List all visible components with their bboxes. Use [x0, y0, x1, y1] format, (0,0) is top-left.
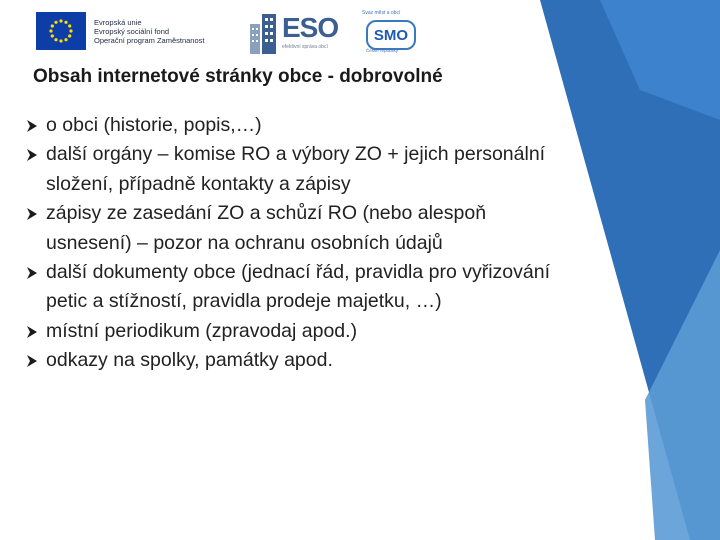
eso-logo: [248, 8, 368, 56]
eso-building-icon: [248, 10, 280, 56]
eu-logo-line: Operační program Zaměstnanost: [94, 35, 205, 45]
smo-logo: [362, 10, 422, 56]
bullet-item: [26, 258, 566, 317]
bullet-item: [26, 111, 566, 140]
eu-logo-line: Evropský sociální fond: [94, 26, 170, 36]
eu-logo-text: [94, 18, 234, 45]
eso-logo-label: ESO: [282, 12, 339, 43]
bullet-text: další dokumenty obce (jednací řád, pravidla pro vyřizování petic a stížností, pravidla prodeje majetku, …): [46, 261, 551, 313]
eu-logo: [36, 12, 234, 50]
eu-stars: [36, 12, 86, 50]
smo-logo-badge: SMO: [366, 20, 416, 50]
smo-logo-subtitle: České republiky: [366, 48, 399, 53]
bullet-item: [26, 317, 566, 346]
bullet-text: odkazy na spolky, památky apod.: [46, 349, 333, 372]
eu-flag-icon: [36, 12, 86, 50]
arrow-bullet-icon: [26, 266, 38, 280]
arrow-bullet-icon: [26, 207, 38, 221]
eso-logo-subtitle: efektivní správa obcí: [282, 44, 328, 50]
arrow-bullet-icon: [26, 119, 38, 133]
arrow-bullet-icon: [26, 354, 38, 368]
arrow-bullet-icon: [26, 325, 38, 339]
bullet-text: další orgány – komise RO a výbory ZO + jejich personální složení, případně kontakty a zápisy: [46, 143, 546, 195]
bullet-text: o obci (historie, popis,…): [46, 114, 262, 136]
arrow-bullet-icon: [26, 148, 38, 162]
bullet-list: [26, 111, 566, 376]
bullet-item: [26, 199, 566, 258]
bullet-item: [26, 346, 566, 375]
smo-logo-top-text: Svaz měst a obcí: [362, 10, 401, 16]
bullet-text: místní periodikum (zpravodaj apod.): [46, 319, 358, 342]
bullet-text: zápisy ze zasedání ZO a schůzí RO (nebo alespoň usnesení) – pozor na ochranu osobních údajů: [46, 202, 487, 254]
eu-logo-line: Evropská unie: [94, 17, 142, 27]
slide-title: Obsah internetové stránky obce - dobrovolné: [33, 66, 443, 87]
bullet-item: [26, 140, 566, 199]
